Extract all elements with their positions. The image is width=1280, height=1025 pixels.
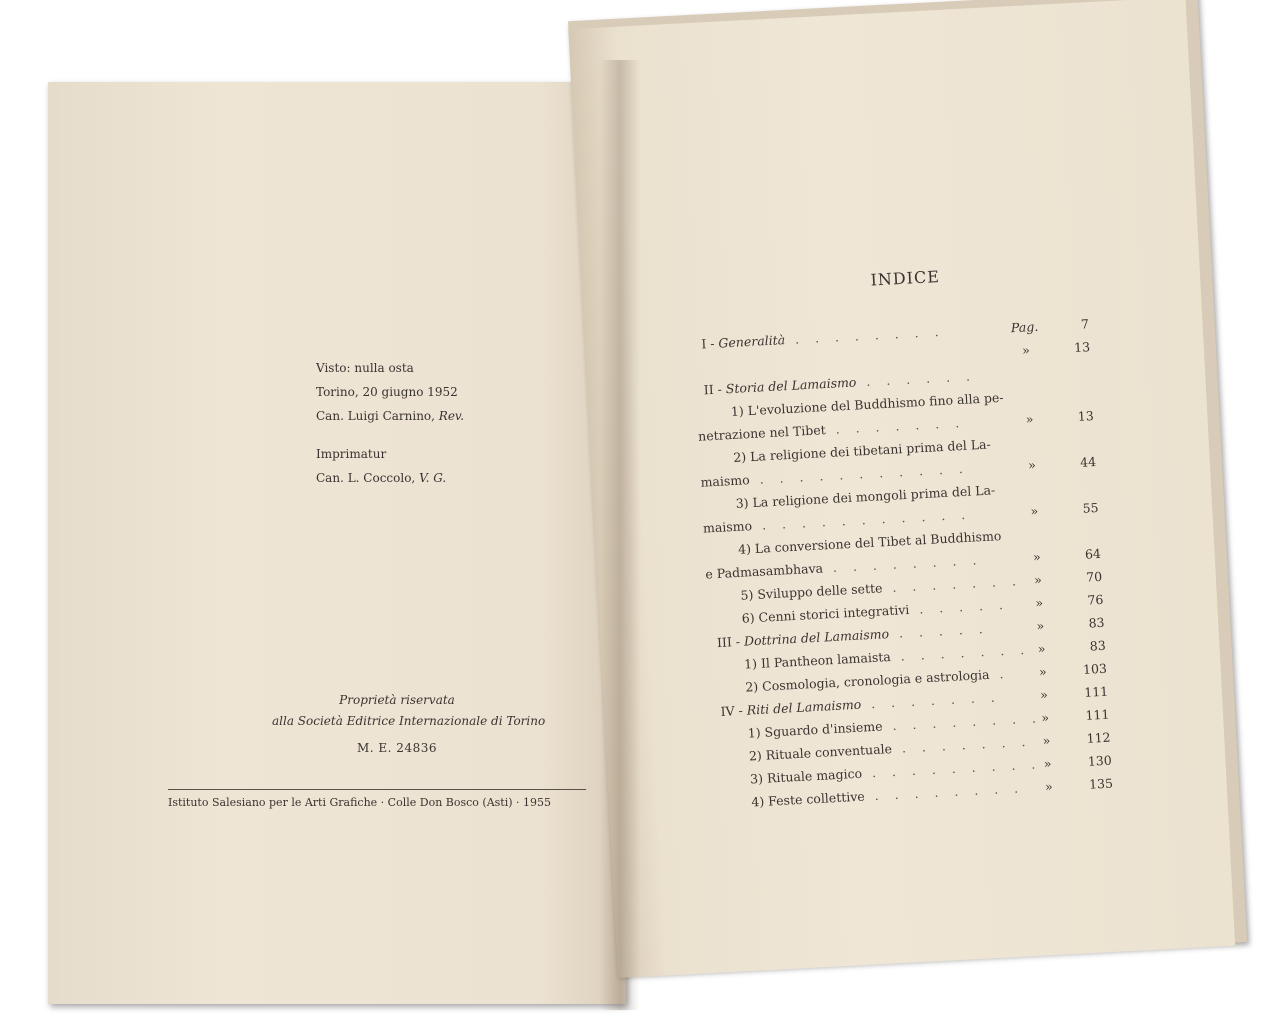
toc-page-number: 76 [1087,591,1104,608]
imprint-nulla-osta: Visto: nulla osta [316,361,414,375]
leader-dots: . . . . . . . [891,733,1032,757]
toc-entry-text: 3) La religione dei mongoli prima del La- [735,482,996,511]
toc-entry-text: 2) Cosmologia, cronologia e astrologia . [744,665,1010,695]
toc-page-prefix: » [1032,549,1042,565]
toc-page-prefix: Pag. [1010,318,1039,336]
toc-entry-text: netrazione nel Tibet . . . . . . . [697,414,966,444]
imprint-censor: Can. Luigi Carnino, Rev. [316,409,465,423]
rights-block [272,690,546,759]
leader-dots: . . . . . [888,620,990,642]
leader-dots: . . . . . . . [881,573,1023,596]
toc-page-prefix: » [1033,572,1043,588]
toc-entry-text: 4) La conversione del Tibet al Buddhismo [737,528,1002,557]
toc-page-number: 111 [1085,706,1110,723]
toc-entry-text: maismo . . . . . . . . . . . [702,506,972,536]
toc-entry-text: I - Generalità . . . . . . . . [700,323,945,352]
toc-page-number: 103 [1082,660,1108,677]
leader-dots: . . . . . . . . . . . [751,506,972,534]
toc-entry-text: e Padmasambhava . . . . . . . . [705,552,983,582]
toc-page-prefix: » [1027,457,1037,473]
toc-entry-text: 4) Feste collettive . . . . . . . . [751,780,1025,810]
toc-page-number: 44 [1079,454,1097,470]
imprimatur-label: Imprimatur [316,447,387,461]
toc-page-number: 135 [1088,775,1114,792]
edition-code: M. E. 24836 [357,741,437,755]
rights-line-1: Proprietà riservata [339,693,455,707]
leader-dots: . . . . . . . . . [861,756,1042,781]
toc-entry-text: 3) Rituale magico . . . . . . . . . [749,756,1042,787]
leader-dots: . . . . . . [855,368,977,390]
toc-page-prefix: » [1039,686,1049,703]
leader-dots: . . . . . . . [860,689,1002,712]
toc-entry-text: 2) Rituale conventuale . . . . . . . [748,733,1032,764]
toc-entry-text: 1) Sguardo d'insieme . . . . . . . . [747,710,1043,741]
leader-dots: . [989,665,1010,682]
book-gutter [600,60,640,1010]
table-of-contents [690,260,1114,816]
toc-page-number: 64 [1084,545,1102,562]
toc-entry-text: 1) L'evoluzione del Buddhismo fino alla pe- [730,389,1004,420]
toc-page-number: 130 [1087,752,1113,769]
leader-dots: . . . . . . . . . . . [749,460,970,488]
toc-page-prefix: » [1038,663,1048,680]
toc-entry-text: 5) Sviluppo delle sette . . . . . . . [740,573,1023,603]
imprint-date: Torino, 20 giugno 1952 [316,385,458,399]
toc-page-number: 112 [1086,729,1111,746]
toc-page-prefix: » [1044,778,1054,795]
toc-page-prefix: » [1037,640,1046,657]
imprimatur-signatory: Can. L. Coccolo, V. G. [316,471,447,485]
leader-dots: . . . . . . . . [784,323,945,348]
toc-page-number: 7 [1080,316,1090,332]
toc-page-prefix: » [1030,503,1039,519]
toc-page-number: 13 [1073,339,1091,355]
toc-entry-text: maismo . . . . . . . . . . . [700,460,970,490]
leader-dots: . . . . . . . . [822,552,983,576]
toc-page-prefix: » [1040,709,1050,726]
toc-entry-text: 2) La religione dei tibetani prima del La- [732,436,992,465]
toc-entry-text: II - Storia del Lamaismo . . . . . . [703,368,977,398]
toc-page-prefix: » [1025,411,1034,427]
toc-entry-text: IV - Riti del Lamaismo . . . . . . . [720,689,1002,719]
toc-title: INDICE [870,266,941,290]
printer-rule [168,789,586,790]
toc-page-number: 83 [1088,614,1105,631]
leader-dots: . . . . . . . [825,414,966,438]
toc-page-number: 70 [1085,568,1103,585]
leader-dots: . . . . . . . . [882,710,1043,734]
toc-page-number: 83 [1089,637,1107,654]
toc-entry-text: III - Dottrina del Lamaismo . . . . . [716,620,990,651]
rights-line-2: alla Società Editrice Internazionale di Torino [272,714,546,728]
toc-page-prefix: » [1036,617,1045,634]
toc-entry-text: 6) Cenni storici integrativi . . . . . [741,596,1010,626]
printer-line: Istituto Salesiano per le Arti Grafiche · Colle Don Bosco (Asti) · 1955 [168,796,552,809]
leader-dots: . . . . . [908,596,1010,617]
toc-entry-text: 1) Il Pantheon lamaista . . . . . . . [743,641,1031,672]
toc-page-prefix: » [1042,732,1051,749]
toc-page-prefix: » [1021,342,1031,358]
toc-page-number: 13 [1077,408,1095,424]
toc-page-number: 55 [1082,499,1099,516]
leader-dots: . . . . . . . . [864,780,1025,804]
imprint-block [316,356,464,490]
left-page [48,82,626,1004]
toc-page-number: 111 [1083,683,1109,700]
toc-page-prefix: » [1034,594,1044,611]
toc-rows [693,313,1114,816]
leader-dots: . . . . . . . [890,641,1031,665]
toc-page-prefix: » [1043,755,1052,772]
